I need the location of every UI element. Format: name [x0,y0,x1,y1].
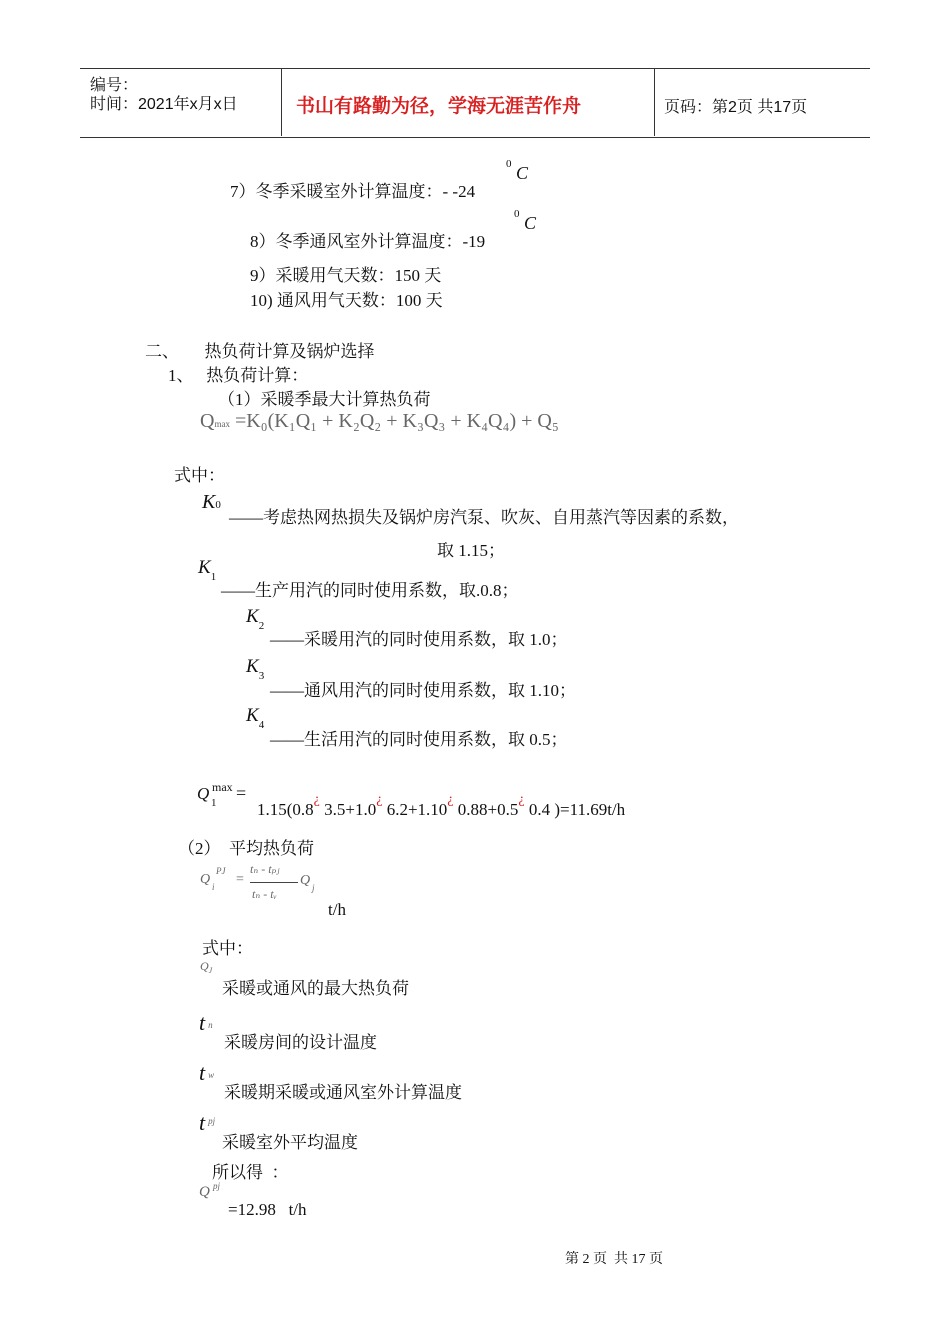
subsection-title: 1、 热负荷计算： [168,366,309,385]
def-qj-desc: 采暖或通风的最大热负荷 [222,979,409,998]
number-label: 编号： [90,77,139,94]
therefore-label: 所以得 ： [212,1163,289,1182]
param-7-unit-sup: 0 [506,158,512,170]
param-7: 7）冬季采暖室外计算温度：- -24 [230,182,476,201]
avg-formula-eq: = [236,872,244,887]
result-symbol: Q [199,1184,210,1200]
section-title: 二、 热负荷计算及锅炉选择 [145,342,375,361]
header-divider [654,68,655,136]
where-label-2: 式中： [202,939,253,958]
coef-k3-desc: ——通风用汽的同时使用系数，取 1.10； [270,681,576,700]
result-sup: pj [213,1181,221,1191]
avg-formula-lhs: Q [200,872,211,887]
def-tw-desc: 采暖期采暖或通风室外计算温度 [224,1083,462,1102]
item-1-title: （1）采暖季最大计算热负荷 [218,390,431,409]
coef-k0-desc2: 取 1.15； [437,541,505,560]
formula-qmax: Qmax =K₀(K₁Q₁ + K₂Q₂ + K₃Q₃ + K₄Q₄) + Q₅ [200,410,559,432]
coef-k2-desc: ——采暖用汽的同时使用系数，取 1.0； [270,630,568,649]
avg-formula-rhs: Q [300,873,311,888]
coef-k4: $K_4$ [246,705,265,731]
param-8-unit-sup: 0 [514,208,520,220]
coef-k3: $K_3$ [246,656,265,682]
avg-formula-lhs-sup: PJ [216,866,226,876]
q1max-sub: 1 [211,797,217,809]
avg-formula-unit: t/h [328,900,346,919]
coef-k4-desc: ——生活用汽的同时使用系数，取 0.5； [270,730,568,749]
param-9: 9）采暖用气天数：150 天 [250,266,442,285]
def-tn-symbol: tn [199,1010,213,1035]
def-tw-symbol: tw [199,1060,215,1085]
q1max-calc: 1.15(0.8¿ 3.5+1.0¿ 6.2+1.10¿ 0.88+0.5¿ 0.4 )=11.69t/h [257,792,626,819]
def-tpj-symbol: t $^{pj}$ [199,1110,216,1135]
avg-formula-rhs-sub: j [312,883,315,893]
def-qj-symbol: $Q_J$ [200,959,213,975]
q1max-sup: max [212,780,233,794]
avg-formula-numerator: tₙ - tₚⱼ [250,862,280,876]
header-divider [281,68,282,136]
coef-k1-desc: ——生产用汽的同时使用系数，取.0.8； [221,581,519,600]
motto: 书山有路勤为径，学海无涯苦作舟 [296,95,582,117]
coef-k0-desc: ——考虑热网热损失及锅炉房汽泵、吹灰、自用蒸汽等因素的系数， [229,508,739,527]
coef-k0: K0 [202,491,221,513]
coef-k2: $K_2$ [246,606,265,632]
param-8: 8）冬季通风室外计算温度：-19 [250,232,486,251]
where-label: 式中： [174,466,225,485]
def-tn-desc: 采暖房间的设计温度 [224,1033,377,1052]
param-10: 10) 通风用气天数：100 天 [250,291,443,310]
q1max-symbol: Q [197,784,210,803]
result-value: =12.98 t/h [228,1200,307,1219]
param-8-unit: C [524,213,537,233]
coef-k1: $K_1$ [198,557,217,583]
page-info: 页码：第2页 共17页 [664,99,808,116]
param-7-unit: C [516,163,529,183]
q1max-eq: = [236,783,247,803]
avg-formula-denominator: tₙ - tᵥ [252,887,277,901]
fraction-bar [250,882,298,883]
time-label: 时间：2021年x月x日 [90,96,238,113]
def-tpj-desc: 采暖室外平均温度 [222,1133,358,1152]
page-footer: 第 2 页 共 17 页 [565,1252,663,1267]
avg-formula-lhs-sub: i [212,882,215,892]
item-2-title: （2） 平均热负荷 [178,839,314,858]
